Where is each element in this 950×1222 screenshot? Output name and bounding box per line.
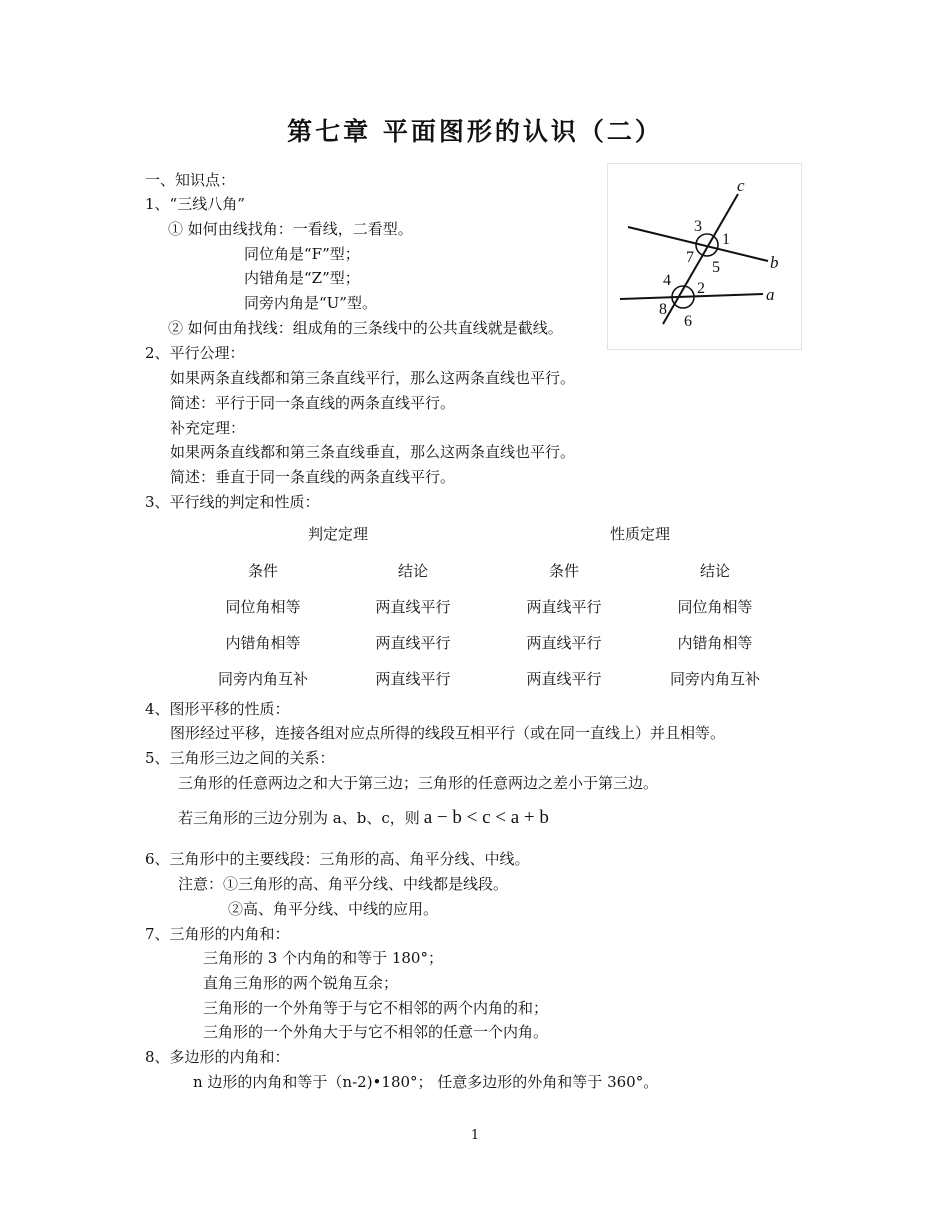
label-c: c bbox=[737, 176, 745, 195]
item-2-axiom: 如果两条直线都和第三条直线平行，那么这两条直线也平行。 bbox=[170, 369, 576, 387]
item-2-supplement: 如果两条直线都和第三条直线垂直，那么这两条直线也平行。 bbox=[170, 443, 576, 461]
table-cell: 内错角相等 bbox=[677, 634, 753, 652]
table-column-header: 结论 bbox=[699, 562, 730, 580]
table-cell: 两直线平行 bbox=[526, 670, 602, 688]
angle-label: 5 bbox=[712, 259, 720, 276]
item-1-z-type: 内错角是“Z”型； bbox=[244, 269, 360, 287]
item-5-heading: 5、三角形三边之间的关系： bbox=[145, 749, 335, 767]
table-cell: 同旁内角互补 bbox=[217, 670, 308, 688]
item-2-supplement-heading: 补充定理： bbox=[170, 419, 246, 437]
item-7-heading: 7、三角形的内角和： bbox=[145, 925, 290, 943]
figure-svg bbox=[608, 164, 801, 349]
table-column-header: 条件 bbox=[247, 562, 278, 580]
item-8-body: n 边形的内角和等于（n-2)•180°； 任意多边形的外角和等于 360°。 bbox=[193, 1073, 659, 1091]
table-cell: 同旁内角互补 bbox=[669, 670, 760, 688]
item-2-heading: 2、平行公理： bbox=[145, 344, 245, 362]
item-7-fact-a: 三角形的 3 个内角的和等于 180°； bbox=[203, 949, 443, 967]
angle-label: 4 bbox=[663, 272, 671, 289]
table-column-header: 结论 bbox=[397, 562, 428, 580]
table-group-header: 性质定理 bbox=[609, 525, 670, 543]
item-7-fact-b: 直角三角形的两个锐角互余； bbox=[203, 974, 399, 992]
table-cell: 两直线平行 bbox=[375, 634, 451, 652]
item-1-u-type: 同旁内角是“U”型。 bbox=[244, 294, 377, 312]
angle-label: 3 bbox=[694, 218, 702, 235]
item-7-fact-c: 三角形的一个外角等于与它不相邻的两个内角的和； bbox=[203, 999, 549, 1017]
angle-label: 8 bbox=[659, 301, 667, 318]
item-6-heading: 6、三角形中的主要线段：三角形的高、角平分线、中线。 bbox=[145, 850, 530, 868]
item-5-formula-prefix: 若三角形的三边分别为 a、b、c，则 bbox=[178, 809, 420, 827]
table-cell: 同位角相等 bbox=[225, 598, 301, 616]
item-1-heading: 1、“三线八角” bbox=[145, 195, 245, 213]
page-number: 1 bbox=[470, 1128, 480, 1143]
item-5-formula-line bbox=[178, 808, 549, 828]
item-5-body: 三角形的任意两边之和大于第三边；三角形的任意两边之差小于第三边。 bbox=[178, 774, 659, 792]
item-2-axiom-short: 简述：平行于同一条直线的两条直线平行。 bbox=[170, 394, 456, 412]
item-2-supplement-short: 简述：垂直于同一条直线的两条直线平行。 bbox=[170, 468, 456, 486]
table-cell: 两直线平行 bbox=[375, 670, 451, 688]
item-4-heading: 4、图形平移的性质： bbox=[145, 700, 290, 718]
item-4-body: 图形经过平移，连接各组对应点所得的线段互相平行（或在同一直线上）并且相等。 bbox=[170, 724, 726, 742]
table-cell: 内错角相等 bbox=[225, 634, 301, 652]
section-heading-knowledge: 一、知识点： bbox=[145, 171, 236, 189]
table-cell: 同位角相等 bbox=[677, 598, 753, 616]
item-6-note-b: ②高、角平分线、中线的应用。 bbox=[228, 900, 439, 918]
table-column-header: 条件 bbox=[548, 562, 579, 580]
table-cell: 两直线平行 bbox=[526, 598, 602, 616]
item-1-point-b: ② 如何由角找线：组成角的三条线中的公共直线就是截线。 bbox=[168, 319, 563, 337]
triangle-inequality-formula: a − b < c < a + b bbox=[423, 807, 549, 828]
item-7-fact-d: 三角形的一个外角大于与它不相邻的任意一个内角。 bbox=[203, 1023, 549, 1041]
label-a: a bbox=[766, 285, 775, 304]
item-6-note-a: 注意：①三角形的高、角平分线、中线都是线段。 bbox=[178, 875, 509, 893]
label-b: b bbox=[770, 253, 779, 272]
item-1-f-type: 同位角是“F”型； bbox=[244, 245, 360, 263]
page-title: 第七章 平面图形的认识（二） bbox=[287, 117, 663, 146]
angle-label: 7 bbox=[686, 249, 694, 266]
item-1-point-a: ① 如何由线找角：一看线，二看型。 bbox=[168, 220, 413, 238]
table-cell: 两直线平行 bbox=[375, 598, 451, 616]
item-8-heading: 8、多边形的内角和： bbox=[145, 1048, 290, 1066]
table-cell: 两直线平行 bbox=[526, 634, 602, 652]
angle-label: 2 bbox=[697, 280, 705, 297]
item-3-heading: 3、平行线的判定和性质： bbox=[145, 493, 320, 511]
three-lines-eight-angles-figure bbox=[607, 163, 802, 350]
line-a bbox=[620, 294, 763, 299]
angle-label: 1 bbox=[722, 231, 730, 248]
angle-label: 6 bbox=[684, 313, 692, 330]
table-group-header: 判定定理 bbox=[307, 525, 368, 543]
